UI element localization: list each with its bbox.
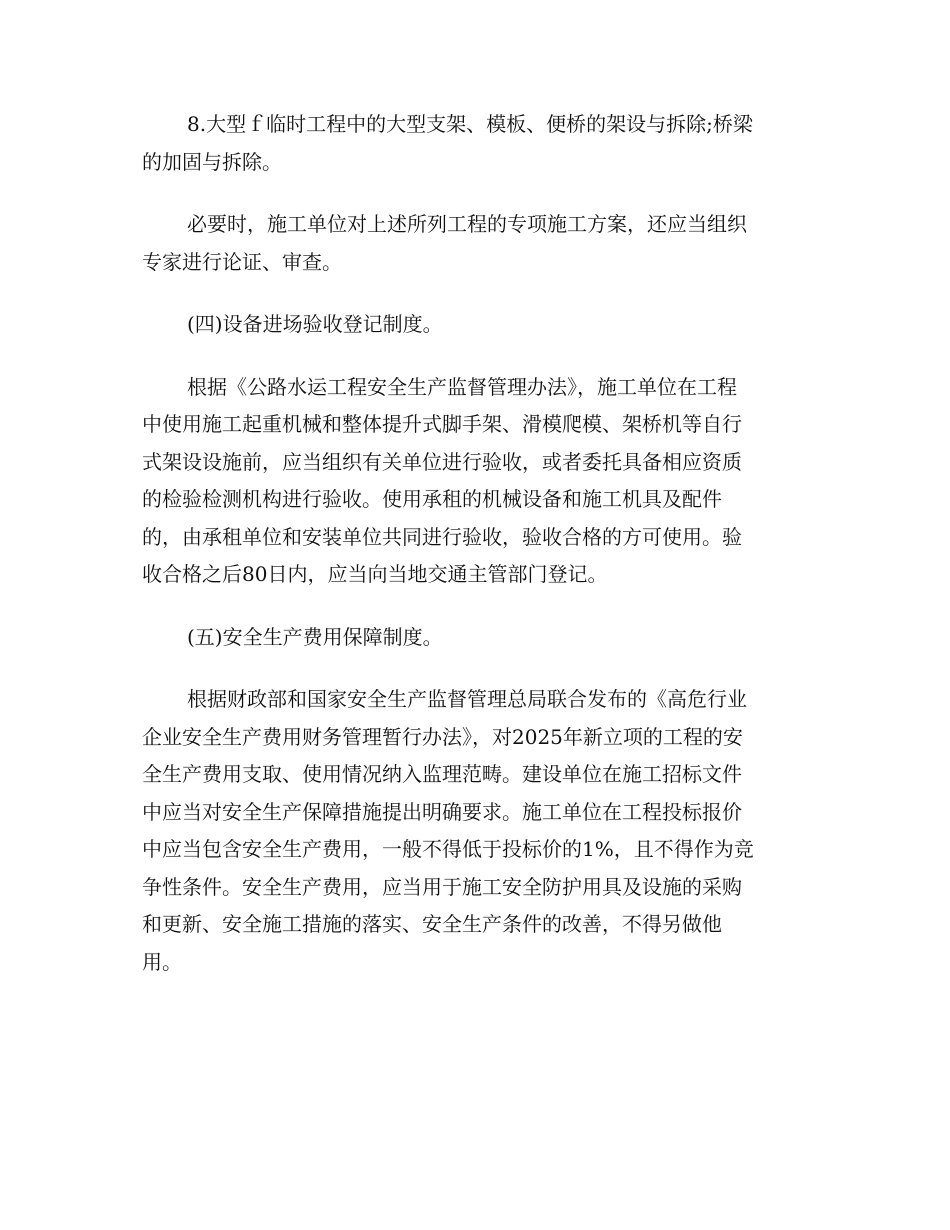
section-heading-5 — [142, 619, 802, 657]
heading-text: (四)设备进场验收登记制度。 — [187, 312, 443, 336]
text-line: 根据财政部和国家安全生产监督管理总局联合发布的《高危行业 — [187, 687, 747, 711]
text-line: 全生产费用支取、使用情况纳入监理范畴。建设单位在施工招标文件 — [142, 762, 742, 786]
section-heading-4 — [142, 306, 802, 344]
text-line: 的检验检测机构进行验收。使用承租的机械设备和施工机具及配件 — [142, 487, 722, 511]
text-line: 争性条件。安全生产费用，应当用于施工安全防护用具及设施的采购 — [142, 874, 742, 899]
paragraph-item-8 — [142, 106, 802, 181]
text-line: 收合格之后80日内，应当向当地交通主管部门登记。 — [142, 562, 608, 586]
text-line: 专家进行论证、审查。 — [142, 249, 342, 274]
text-line: 企业安全生产费用财务管理暂行办法》，对2025年新立项的工程的安 — [142, 724, 743, 749]
text-line: 中应当对安全生产保障措施提出明确要求。施工单位在工程投标报价 — [142, 799, 742, 824]
text-line: 中使用施工起重机械和整体提升式脚手架、滑模爬模、架桥机等自行 — [142, 412, 742, 436]
heading-text: (五)安全生产费用保障制度。 — [187, 624, 443, 649]
text-line: 中应当包含安全生产费用，一般不得低于投标价的1%，且不得作为竞 — [142, 837, 754, 861]
text-line: 和更新、安全施工措施的落实、安全生产条件的改善，不得另做他 — [142, 912, 722, 936]
paragraph-expert-review — [142, 206, 802, 281]
text-line: 根据《公路水运工程安全生产监督管理办法》，施工单位在工程 — [187, 374, 737, 399]
text-line: 必要时，施工单位对上述所列工程的专项施工方案，还应当组织 — [187, 212, 747, 236]
paragraph-equipment-acceptance — [142, 369, 802, 594]
text-line: 的，由承租单位和安装单位共同进行验收，验收合格的方可使用。验 — [142, 524, 742, 549]
paragraph-safety-funds — [142, 681, 802, 981]
text-line: 用。 — [142, 949, 182, 974]
text-line: 8.大型ｆ临时工程中的大型支架、模板、便桥的架设与拆除;桥梁 — [187, 112, 753, 136]
text-line: 式架设设施前，应当组织有关单位进行验收，或者委托具备相应资质 — [142, 449, 742, 474]
text-line: 的加固与拆除。 — [142, 149, 282, 174]
document-body — [142, 106, 802, 1006]
